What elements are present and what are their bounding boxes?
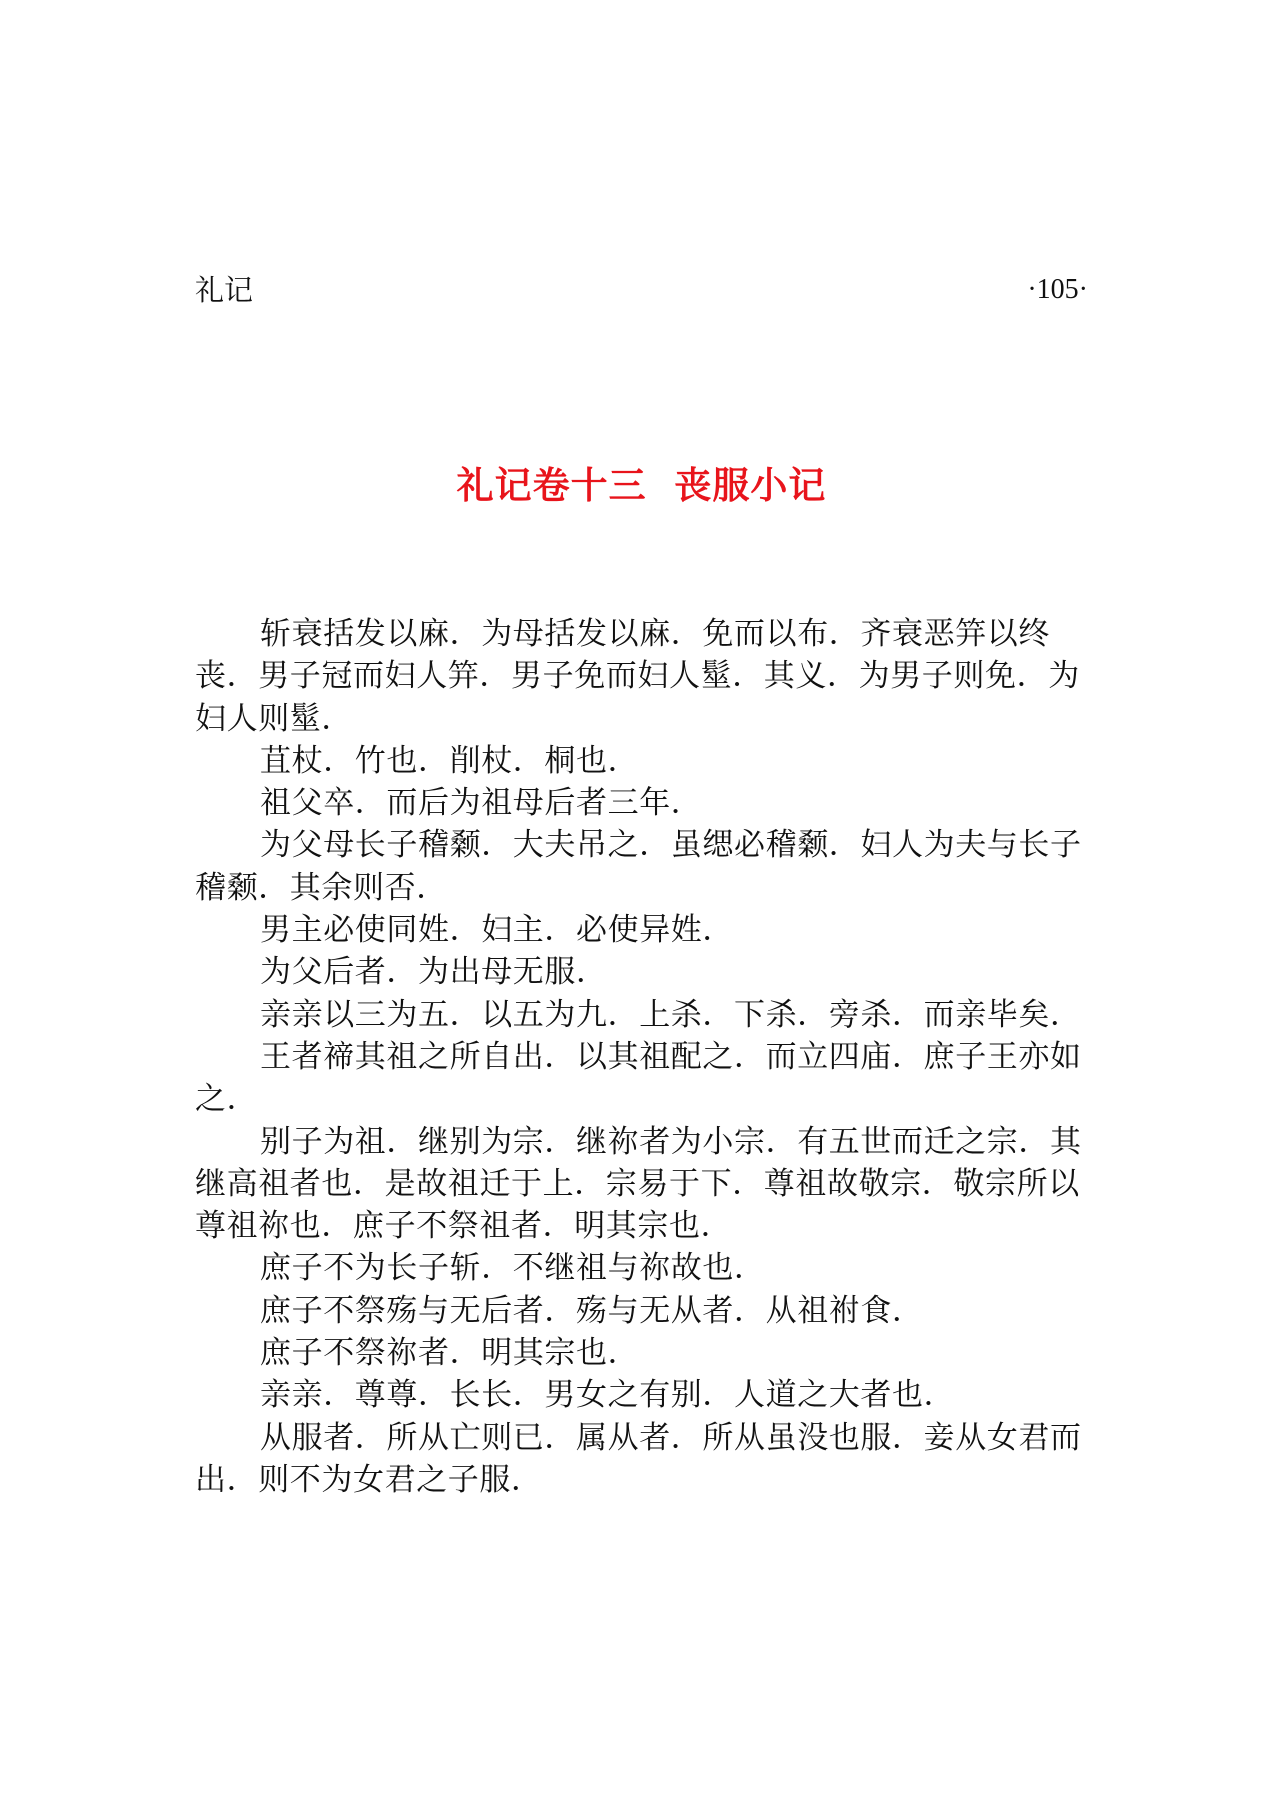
paragraph: 男主必使同姓．妇主．必使异姓． bbox=[260, 912, 734, 949]
paragraph: 庶子不祭殇与无后者．殇与无从者．从祖祔食． bbox=[260, 1292, 924, 1329]
paragraph: 为父母长子稽颡．大夫吊之．虽缌必稽颡．妇人为夫与长子稽颡．其余则否． bbox=[195, 827, 1082, 906]
paragraph: 亲亲以三为五．以五为九．上杀．下杀．旁杀．而亲毕矣． bbox=[260, 996, 1082, 1033]
chapter-title-text: 礼记卷十三 丧服小记 bbox=[456, 464, 827, 507]
paragraph: 别子为祖．继别为宗．继祢者为小宗．有五世而迁之宗．其继高祖者也．是故祖迁于上．宗易于下．尊祖故敬宗．敬宗所以尊祖祢也．庶子不祭祖者．明其宗也． bbox=[195, 1123, 1082, 1245]
paragraph: 斩衰括发以麻．为母括发以麻．免而以布．齐衰恶笄以终丧．男子冠而妇人笄．男子免而妇人髽．其义．为男子则免．为妇人则髽． bbox=[195, 616, 1080, 737]
chapter-title bbox=[0, 462, 1283, 510]
paragraph: 苴杖．竹也．削杖．桐也． bbox=[260, 742, 640, 779]
paragraph: 亲亲．尊尊．长长．男女之有别．人道之大者也． bbox=[260, 1377, 956, 1414]
running-title: 礼记 bbox=[195, 273, 254, 307]
body-text bbox=[195, 613, 1091, 1501]
paragraph: 庶子不为长子斩．不继祖与祢故也． bbox=[260, 1250, 766, 1287]
paragraph: 从服者．所从亡则已．属从者．所从虽没也服．妾从女君而出．则不为女君之子服． bbox=[195, 1419, 1082, 1498]
running-header bbox=[195, 270, 1088, 310]
paragraph: 庶子不祭祢者．明其宗也． bbox=[260, 1335, 640, 1372]
paragraph: 祖父卒．而后为祖母后者三年． bbox=[260, 785, 703, 822]
paragraph: 为父后者．为出母无服． bbox=[260, 954, 608, 991]
paragraph: 王者禘其祖之所自出．以其祖配之．而立四庙．庶子王亦如之． bbox=[195, 1038, 1082, 1118]
page-number: ·105· bbox=[1027, 274, 1088, 305]
